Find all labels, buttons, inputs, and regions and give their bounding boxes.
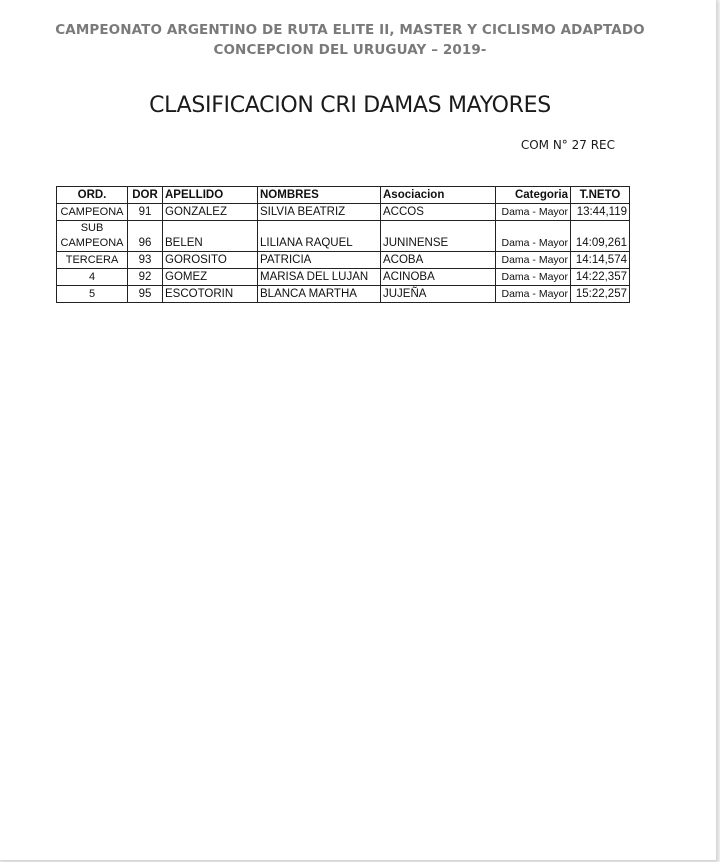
communique-number: COM N° 27 REC: [520, 138, 615, 152]
column-header-asociacion: Asociacion: [381, 187, 496, 204]
cell-apellido: GOMEZ: [163, 269, 258, 286]
cell-categoria: Dama - Mayor: [496, 221, 571, 252]
cell-nombres: SILVIA BEATRIZ: [258, 204, 381, 221]
cell-nombres: PATRICIA: [258, 252, 381, 269]
cell-ord: 4: [57, 269, 128, 286]
cell-apellido: GOROSITO: [163, 252, 258, 269]
cell-ord: [57, 221, 128, 252]
classification-title: CLASIFICACION CRI DAMAS MAYORES: [149, 93, 551, 118]
cell-asociacion: ACOBA: [381, 252, 496, 269]
table-row: [57, 269, 630, 286]
column-header-apellido: APELLIDO: [163, 187, 258, 204]
event-location: CONCEPCION DEL URUGUAY – 2019-: [213, 42, 487, 58]
table-header-row: [57, 187, 630, 204]
cell-asociacion: JUNINENSE: [381, 221, 496, 252]
cell-apellido: BELEN: [163, 221, 258, 252]
cell-nombres: BLANCA MARTHA: [258, 286, 381, 303]
table-row: [57, 286, 630, 303]
cell-tneto: 14:09,261: [571, 221, 630, 252]
cell-asociacion: ACCOS: [381, 204, 496, 221]
cell-categoria: Dama - Mayor: [496, 269, 571, 286]
column-header-tneto: T.NETO: [571, 187, 630, 204]
cell-dor: 96: [128, 221, 163, 252]
cell-categoria: Dama - Mayor: [496, 204, 571, 221]
cell-ord-line2: CAMPEONA: [60, 237, 124, 249]
cell-asociacion: ACINOBA: [381, 269, 496, 286]
column-header-dor: DOR: [128, 187, 163, 204]
cell-asociacion: JUJEÑA: [381, 286, 496, 303]
table-row: [57, 204, 630, 221]
cell-apellido: ESCOTORIN: [163, 286, 258, 303]
cell-tneto: 14:14,574: [571, 252, 630, 269]
cell-dor: 91: [128, 204, 163, 221]
cell-nombres: MARISA DEL LUJAN: [258, 269, 381, 286]
cell-ord: CAMPEONA: [57, 204, 128, 221]
cell-tneto: 15:22,257: [571, 286, 630, 303]
cell-apellido: GONZALEZ: [163, 204, 258, 221]
cell-ord-line1: SUB: [80, 222, 104, 234]
column-header-categoria: Categoria: [496, 187, 571, 204]
cell-ord: 5: [57, 286, 128, 303]
column-header-nombres: NOMBRES: [258, 187, 381, 204]
championship-title: CAMPEONATO ARGENTINO DE RUTA ELITE II, MASTER Y CICLISMO ADAPTADO: [55, 22, 645, 38]
table-row: [57, 221, 630, 252]
cell-tneto: 13:44,119: [571, 204, 630, 221]
cell-categoria: Dama - Mayor: [496, 252, 571, 269]
cell-categoria: Dama - Mayor: [496, 286, 571, 303]
results-table: [56, 186, 630, 303]
column-header-ord: ORD.: [57, 187, 128, 204]
cell-dor: 93: [128, 252, 163, 269]
cell-tneto: 14:22,357: [571, 269, 630, 286]
cell-dor: 92: [128, 269, 163, 286]
table-row: [57, 252, 630, 269]
cell-dor: 95: [128, 286, 163, 303]
cell-ord: TERCERA: [57, 252, 128, 269]
cell-nombres: LILIANA RAQUEL: [258, 221, 381, 252]
